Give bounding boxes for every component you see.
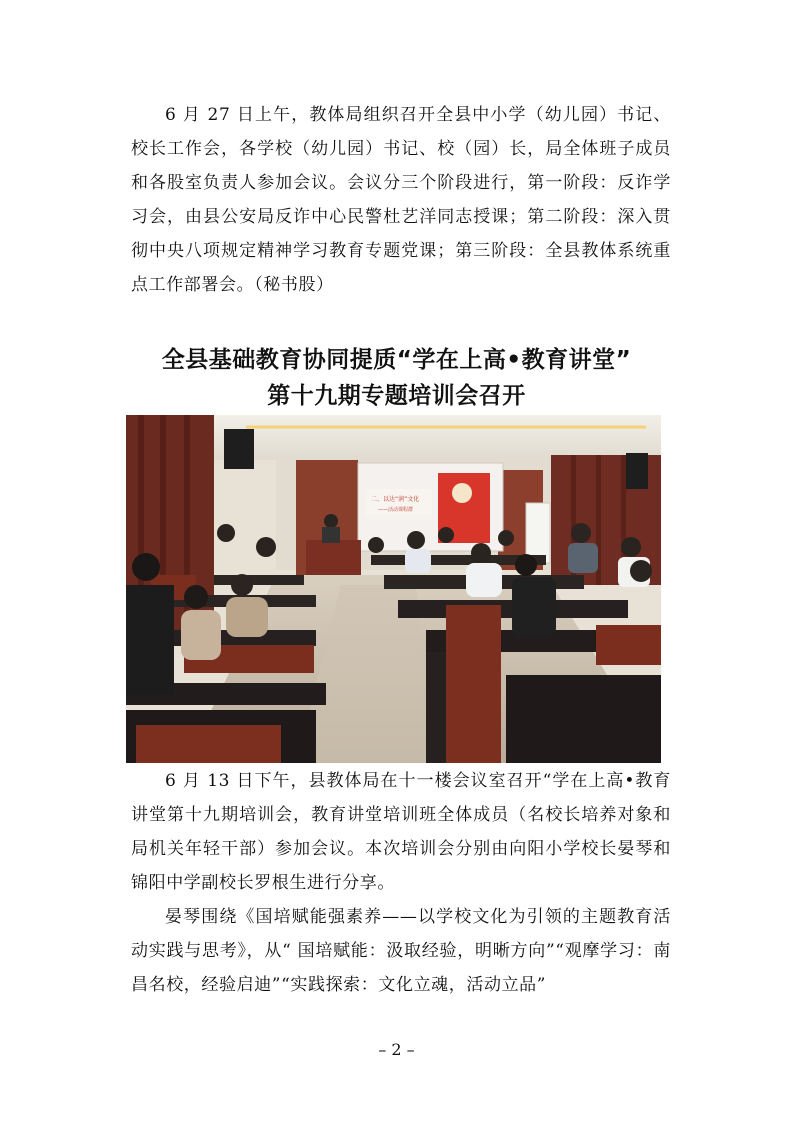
paragraph-meeting-report: 6 月 27 日上午，教体局组织召开全县中小学（幼儿园）书记、校长工作会，各学校（幼儿园）书记、校（园）长，局全体班子成员和各股室负责人参加会议。会议分三个阶段进行，第一阶段：反诈学习会，由县公安局反诈中心民警杜艺洋同志授课；第二阶段：深入贯彻中央八项规定精神学习教育专题党课；第三阶段：全县教体系统重点工作部署会。（秘书股） <box>131 105 671 295</box>
slide-subheading-text: ——活动课程群 <box>378 507 414 513</box>
article-title-line-2: 第十九期专题培训会召开 <box>267 383 526 409</box>
article-title-line-1: 全县基础教育协同提质“学在上高•教育讲堂” <box>161 347 632 373</box>
slide-heading-text: 二、以达“润”文化 <box>371 496 420 503</box>
page-number: – 2 – <box>378 1040 415 1059</box>
paragraph-speaker-topic: 晏琴围绕《国培赋能强素养——以学校文化为引领的主题教育活动实践与思考》，从“ 国培赋能：汲取经验，明晰方向”“观摩学习：南昌名校，经验启迪”“实践探索：文化立魂，活动立品” <box>131 907 671 995</box>
paragraph-training-intro: 6 月 13 日下午，县教体局在十一楼会议室召开“学在上高•教育讲堂第十九期培训会，教育讲堂培训班全体成员（名校长培养对象和局机关年轻干部）参加会议。本次培训会分别由向阳小学校长晏琴和锦阳中学副校长罗根生进行分享。 <box>131 771 671 893</box>
meeting-room-photo <box>126 415 661 763</box>
